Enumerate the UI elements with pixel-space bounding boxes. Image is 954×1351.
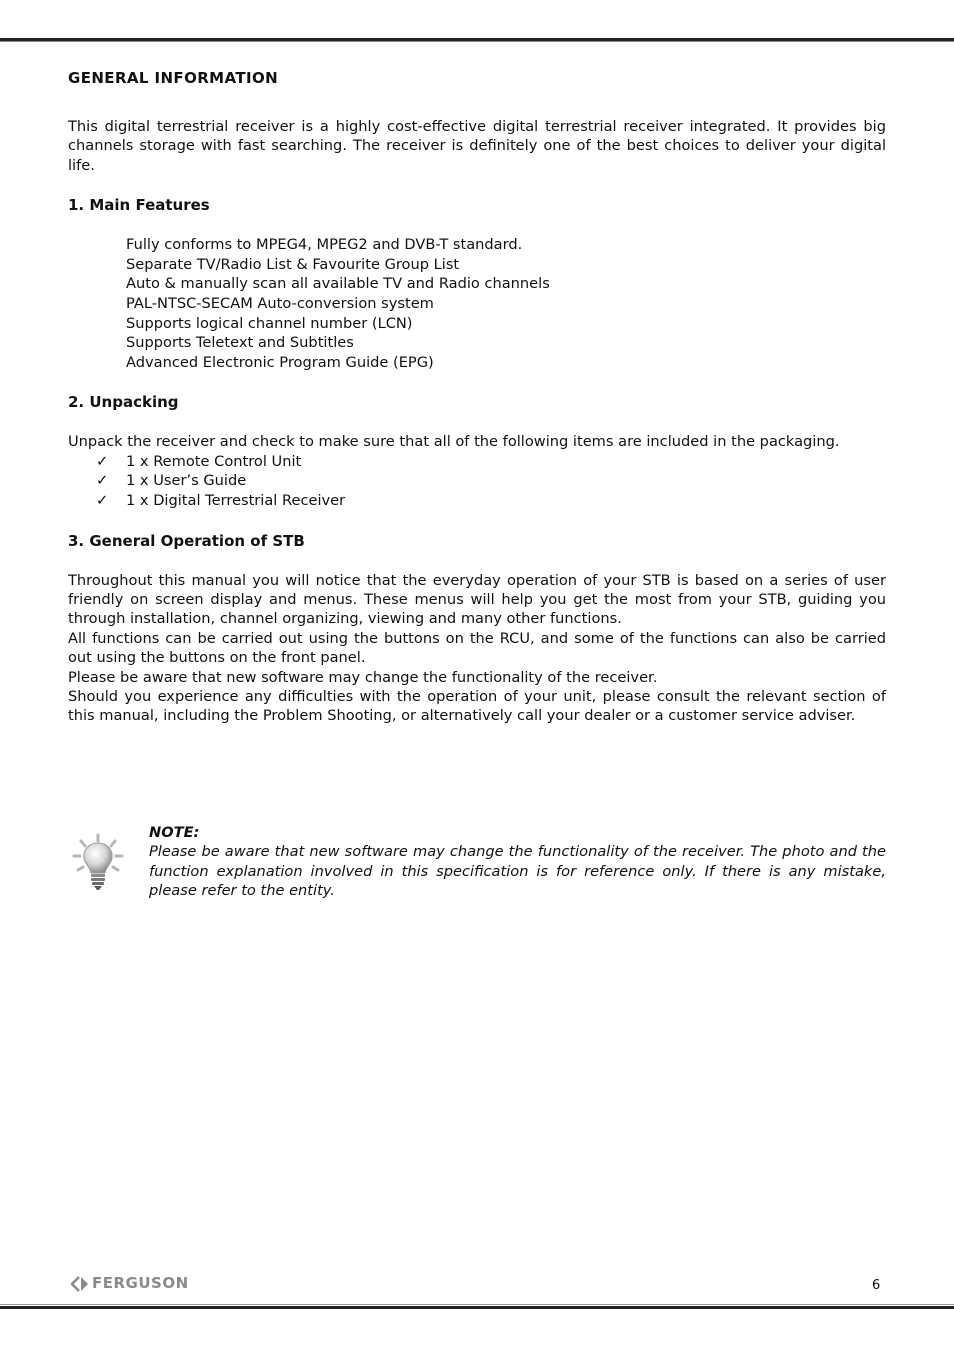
list-item: Fully conforms to MPEG4, MPEG2 and DVB-T standard. [126,236,523,254]
note-title: NOTE: [149,824,200,841]
note-box [68,823,886,901]
operation-paragraph: Should you experience any difficulties with the operation of your unit, please consult the relevant section of this manual, including the Problem Shooting, or alternatively call your dealer or a customer service adviser. [68,688,886,725]
list-item-label: 1 x Digital Terrestrial Receiver [126,491,346,509]
page-number: 6 [872,1278,881,1293]
contents-checklist [68,452,886,511]
check-icon: ✓ [96,472,109,490]
list-item [68,471,886,491]
intro-paragraph: This digital terrestrial receiver is a highly cost-effective digital terrestrial receiver integrated. It provides big channels storage with fast searching. The receiver is definitely one of the best choices to deliver your digital life. [68,118,886,174]
list-item: Separate TV/Radio List & Favourite Group List [126,255,460,273]
list-item: Supports Teletext and Subtitles [126,334,354,352]
brand-name: FERGUSON [92,1274,189,1293]
operation-paragraph: Please be aware that new software may change the functionality of the receiver. [68,668,658,686]
operation-paragraph: All functions can be carried out using the buttons on the RCU, and some of the functions can also be carried out using the buttons on the front panel. [68,629,886,667]
unpacking-paragraph: Unpack the receiver and check to make sure that all of the following items are included in the packaging. [68,433,840,451]
list-item-label: 1 x Remote Control Unit [126,452,302,470]
unpacking-heading: 2. Unpacking [68,393,179,412]
list-item-label: 1 x User’s Guide [126,472,247,490]
section-title: GENERAL INFORMATION [68,69,279,87]
check-icon: ✓ [96,452,109,470]
page-content [68,68,886,726]
main-features-heading: 1. Main Features [68,196,210,215]
operation-paragraph: Throughout this manual you will notice that the everyday operation of your STB is based on a series of user friendly on screen display and menus. These menus will help you get the most from your STB, guiding you through installation, channel organizing, viewing and many other functions. [68,571,886,628]
top-rule [0,38,954,41]
list-item: Supports logical channel number (LCN) [126,314,413,332]
note-text: Please be aware that new software may change the functionality of the receiver. The photo and the function explanation involved in this specification is for reference only. If there is any mistake, please refer to the entity. [149,843,886,900]
list-item [68,491,886,511]
brand-logo [70,1275,189,1293]
bottom-rule [0,1306,954,1309]
list-item: Advanced Electronic Program Guide (EPG) [126,353,434,371]
list-item: Auto & manually scan all available TV and Radio channels [126,275,550,293]
lightbulb-icon [72,833,124,891]
list-item [68,452,886,472]
features-list [126,235,886,372]
general-operation-heading: 3. General Operation of STB [68,531,305,550]
ferguson-logo-icon [70,1276,90,1292]
list-item: PAL-NTSC-SECAM Auto-conversion system [126,295,434,312]
note-body [149,823,886,901]
check-icon: ✓ [96,491,109,509]
